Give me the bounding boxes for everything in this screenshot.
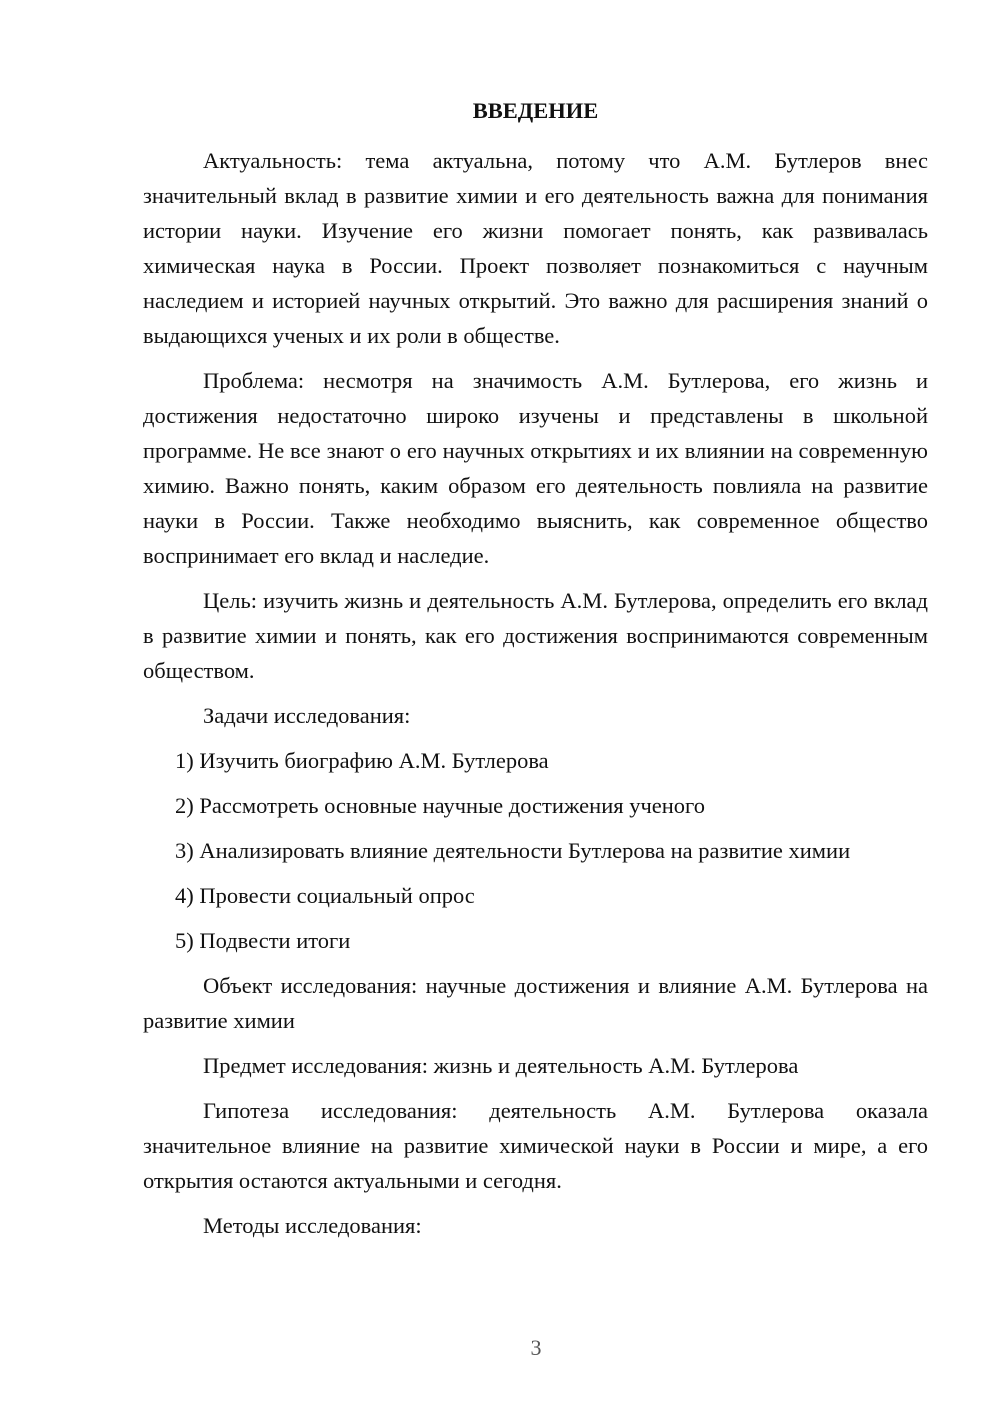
subject-paragraph: Предмет исследования: жизнь и деятельность А.М. Бутлерова — [203, 1053, 799, 1078]
document-body — [143, 143, 928, 1253]
list-item: 4) Провести социальный опрос — [175, 883, 475, 908]
tasks-heading: Задачи исследования: — [203, 703, 411, 728]
page-title: ВВЕДЕНИЕ — [472, 98, 599, 123]
goal-paragraph: Цель: изучить жизнь и деятельность А.М. Бутлерова, определить его вклад в развитие химии и понять, как его достижения воспринимаются современным обществом. — [143, 588, 928, 683]
list-item: 5) Подвести итоги — [175, 928, 351, 953]
hypothesis-paragraph: Гипотеза исследования: деятельность А.М. Бутлерова оказала значительное влияние на развитие химической науки в России и мире, а его открытия остаются актуальными и сегодня. — [143, 1098, 928, 1193]
list-item: 2) Рассмотреть основные научные достижения ученого — [175, 793, 705, 818]
page-number: 3 — [530, 1335, 542, 1360]
relevance-paragraph: Актуальность: тема актуальна, потому что А.М. Бутлеров внес значительный вклад в развитие химии и его деятельность важна для понимания истории науки. Изучение его жизни помогает понять, как развивалась химическая наука в России. Проект позволяет познакомиться с научным наследием и историей научных открытий. Это важно для расширения знаний о выдающихся ученых и их роли в обществе. — [143, 148, 928, 348]
list-item: 1) Изучить биографию А.М. Бутлерова — [175, 748, 549, 773]
list-item: 3) Анализировать влияние деятельности Бутлерова на развитие химии — [175, 838, 851, 863]
object-paragraph: Объект исследования: научные достижения и влияние А.М. Бутлерова на развитие химии — [143, 973, 928, 1033]
tasks-list — [143, 743, 928, 958]
problem-paragraph: Проблема: несмотря на значимость А.М. Бутлерова, его жизнь и достижения недостаточно широко изучены и представлены в школьной программе. Не все знают о его научных открытиях и их влиянии на современную химию. Важно понять, каким образом его деятельность повлияла на развитие науки в России. Также необходимо выяснить, как современное общество воспринимает его вклад и наследие. — [143, 368, 928, 568]
methods-heading: Методы исследования: — [203, 1213, 422, 1238]
